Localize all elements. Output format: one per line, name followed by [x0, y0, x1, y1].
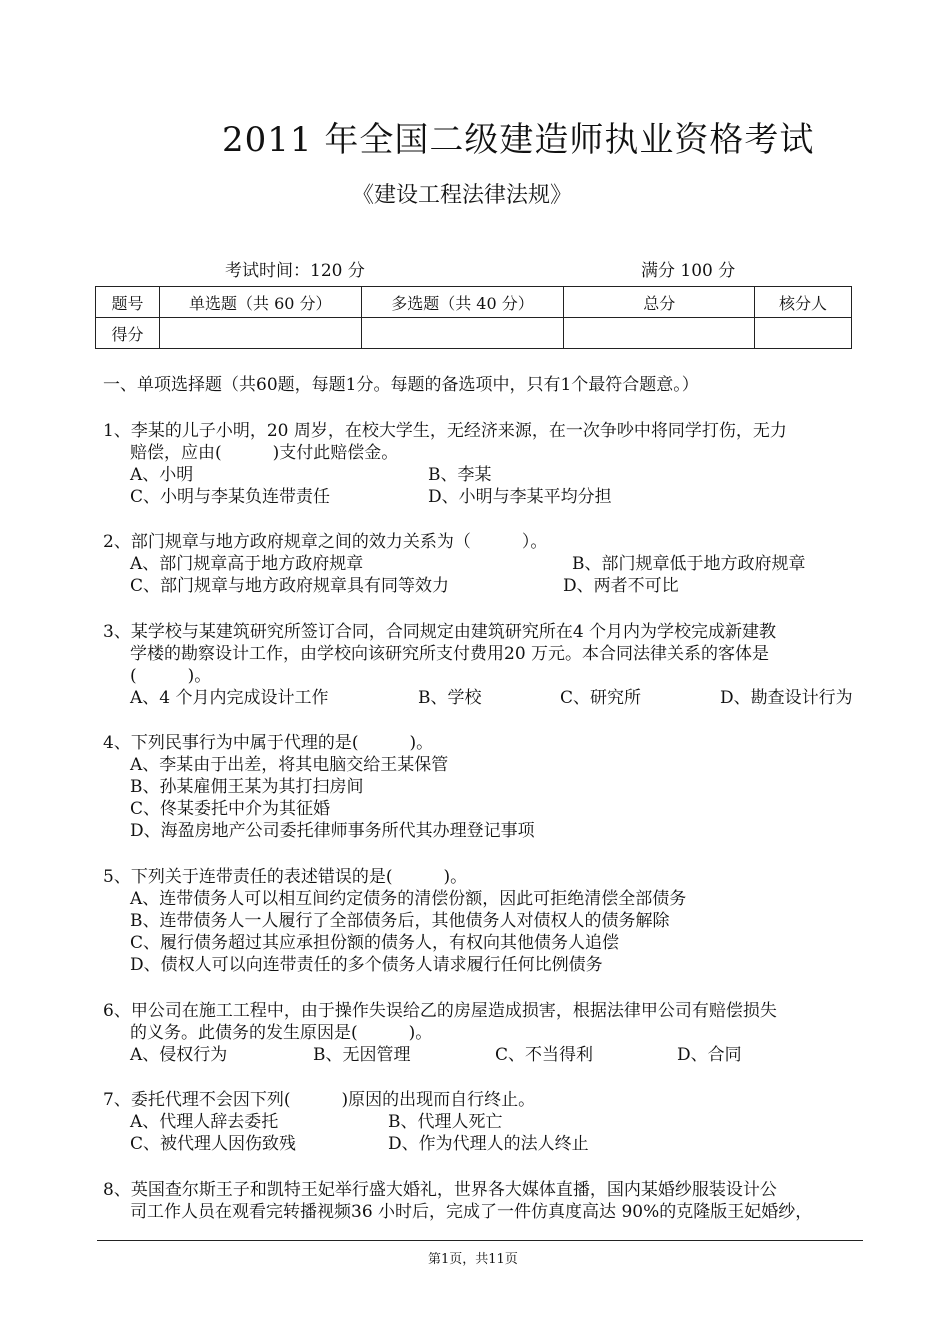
score-table-cell — [564, 318, 755, 349]
score-table-cell: 题号 — [96, 287, 160, 318]
option-b: B、无因管理 — [313, 1045, 411, 1065]
option-b: B、孙某雇佣王某为其打扫房间 — [130, 777, 364, 797]
option-d: D、小明与李某平均分担 — [428, 487, 612, 507]
question-text: 司工作人员在观看完转播视频36 小时后，完成了一件仿真度高达 90%的克隆版王妃婚纱， — [130, 1202, 813, 1222]
score-table-cell: 单选题（共 60 分） — [159, 287, 361, 318]
question-text: 3、某学校与某建筑研究所签订合同，合同规定由建筑研究所在4 个月内为学校完成新建教 — [103, 622, 777, 642]
question-text: 5、下列关于连带责任的表述错误的是( )。 — [103, 867, 468, 887]
option-a: A、小明 — [130, 465, 194, 485]
option-c: C、佟某委托中介为其征婚 — [130, 799, 331, 819]
question-text: 1、李某的儿子小明，20 周岁，在校大学生，无经济来源，在一次争吵中将同学打伤，无力 — [103, 421, 787, 441]
page-number: 第1页，共11页 — [428, 1252, 518, 1267]
score-table — [95, 286, 852, 349]
section-heading: 一、单项选择题（共60题，每题1分。每题的备选项中，只有1个最符合题意。） — [103, 375, 699, 395]
option-d: D、债权人可以向连带责任的多个债务人请求履行任何比例债务 — [130, 955, 603, 975]
option-d: D、作为代理人的法人终止 — [388, 1134, 589, 1154]
score-table-cell: 得分 — [96, 318, 160, 349]
option-a: A、侵权行为 — [130, 1045, 228, 1065]
option-d: D、合同 — [677, 1045, 742, 1065]
option-a: A、部门规章高于地方政府规章 — [130, 554, 364, 574]
question-text: 6、甲公司在施工工程中，由于操作失误给乙的房屋造成损害，根据法律甲公司有赔偿损失 — [103, 1001, 777, 1021]
option-c: C、部门规章与地方政府规章具有同等效力 — [130, 576, 450, 596]
question-text: 学楼的勘察设计工作，由学校向该研究所支付费用20 万元。本合同法律关系的客体是 — [130, 644, 770, 664]
question-text: 7、委托代理不会因下列( )原因的出现而自行终止。 — [103, 1090, 536, 1110]
option-b: B、李某 — [428, 465, 492, 485]
option-b: B、部门规章低于地方政府规章 — [572, 554, 806, 574]
full-score: 满分 100 分 — [641, 261, 736, 281]
option-b: B、代理人死亡 — [388, 1112, 503, 1132]
score-table-cell — [755, 318, 852, 349]
exam-title: 2011 年全国二级建造师执业资格考试 — [222, 120, 815, 160]
score-table-cell: 总分 — [564, 287, 755, 318]
score-table-cell: 核分人 — [755, 287, 852, 318]
option-b: B、连带债务人一人履行了全部债务后，其他债务人对债权人的债务解除 — [130, 911, 670, 931]
option-b: B、学校 — [418, 688, 482, 708]
footer-divider — [97, 1240, 863, 1241]
option-c: C、研究所 — [560, 688, 642, 708]
question-text: 8、英国查尔斯王子和凯特王妃举行盛大婚礼，世界各大媒体直播，国内某婚纱服装设计公 — [103, 1180, 777, 1200]
option-a: A、4 个月内完成设计工作 — [130, 688, 329, 708]
option-d: D、勘查设计行为 — [720, 688, 853, 708]
question-text: 的义务。此债务的发生原因是( )。 — [130, 1023, 433, 1043]
option-d: D、两者不可比 — [563, 576, 679, 596]
score-table-cell — [159, 318, 361, 349]
option-c: C、不当得利 — [495, 1045, 594, 1065]
question-text: 4、下列民事行为中属于代理的是( )。 — [103, 733, 434, 753]
score-table-cell: 多选题（共 40 分） — [361, 287, 564, 318]
score-table-cell — [361, 318, 564, 349]
exam-time: 考试时间：120 分 — [225, 261, 365, 281]
score-table-score-row — [96, 318, 852, 349]
option-c: C、被代理人因伤致残 — [130, 1134, 297, 1154]
option-a: A、代理人辞去委托 — [130, 1112, 279, 1132]
score-table-header-row — [96, 287, 852, 318]
option-c: C、履行债务超过其应承担份额的债务人，有权向其他债务人追偿 — [130, 933, 620, 953]
question-text: 2、部门规章与地方政府规章之间的效力关系为（ ）。 — [103, 532, 548, 552]
option-a: A、连带债务人可以相互间约定债务的清偿份额，因此可拒绝清偿全部债务 — [130, 889, 687, 909]
option-d: D、海盈房地产公司委托律师事务所代其办理登记事项 — [130, 821, 535, 841]
question-text: 赔偿，应由( )支付此赔偿金。 — [130, 443, 399, 463]
option-a: A、李某由于出差，将其电脑交给王某保管 — [130, 755, 449, 775]
question-text: ( )。 — [130, 666, 212, 686]
option-c: C、小明与李某负连带责任 — [130, 487, 331, 507]
exam-subtitle: 《建设工程法律法规》 — [352, 183, 573, 208]
